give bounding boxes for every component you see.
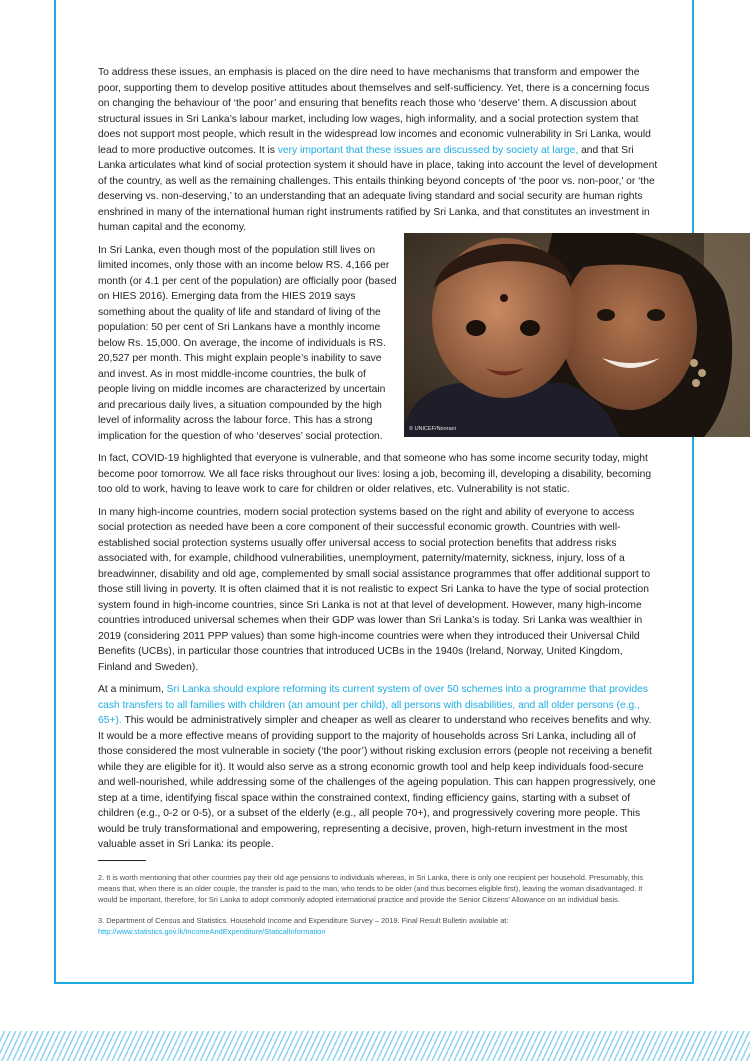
footnote-3 (98, 915, 660, 937)
paragraph-3: In fact, COVID-19 highlighted that everyone is vulnerable, and that someone who has some income security today, might become poor tomorrow. We all face risks throughout our lives: losing a job, becoming ill, developing a disability, becoming too old to work, having to leave work to care for children or older relatives, etc. Vulnerability is not static. (98, 453, 652, 495)
paragraph-5-text-a: At a minimum, (98, 684, 167, 695)
paragraph-1-text-b: and that Sri Lanka articulates what kind of social protection system it should have in place, taking into account the level of development of the country, as well as the remaining challenges. This entails thinking beyond concepts of ‘the poor vs. non-poor,’ or ‘the deserving vs. non-deserving,’ to an understanding that an adequate living standard and social security are human rights enshrined in many of the international human right instruments ratified by Sri Lanka, and that constitutes an investment in human capital and the economy. (98, 144, 658, 233)
footnote-2: 2. It is worth mentioning that other countries pay their old age pensions to individuals whereas, in Sri Lanka, there is only one recipient per household. Presumably, this means that, when there is an older couple, the transfer is paid to the man, who tends to be older (and thus becomes eligible first), leaving the woman disadvantaged. It would be important, therefore, for Sri Lanka to adopt commonly adopted international practice and provide the Senior Citizens’ Allowance on an individual basis. (98, 873, 644, 905)
decorative-stripes (0, 1031, 750, 1061)
paragraph-5-text-b: This would be administratively simpler and cheaper as well as clearer to understand who receives benefits and why. It would be a more effective means of providing support to the majority of households across Sri Lanka, including all of those considered the most vulnerable in society (‘the poor’) without risking exclusion errors (people not receiving a benefit while they are eligible for it). It would also serve as a strong economic growth tool and help keep individuals food-secure and well-nourished, while addressing some of the challenges of the ageing population. This can happen progressively, one step at a time, identifying fiscal space within the constrained context, finding efficiency gains, starting with a subset of children (e.g., 0-2 or 0-5), or a subset of the elderly (e.g., all people 70+), and progressively covering more people. This would be truly transformational and empowering, representing a decisive, proven, high-return investment in the most valuable asset in Sri Lanka: its people. (98, 715, 656, 850)
paragraph-1 (98, 65, 658, 236)
paragraph-2: In Sri Lanka, even though most of the population still lives on limited incomes, only those with an income below RS. 4,166 per month (or 4.1 per cent of the population) are officially poor (based on HIES 2016). Emerging data from the HIES 2019 says something about the quality of life and standard of living of the population: 50 per cent of Sri Lankans have a monthly income below Rs. 15,000. On average, the income of individuals is RS. 20,527 per month. This might explain people’s inability to save and invest. As in most middle-income countries, the bulk of people living on middle incomes are characterized by uncertain and precarious daily lives, a situation compounded by the high level of informality across the labour force. This has a strong implication for the question of who ‘deserves’ social protection. (98, 244, 397, 442)
footnote-3-text: 3. Department of Census and Statistics. Household Income and Expenditure Survey – 2019. Final Result Bulletin available at: (98, 915, 509, 925)
paragraph-1-highlight: very important that these issues are discussed by society at large, (277, 144, 579, 156)
body-text (98, 65, 658, 860)
photo-credit: © UNICEF/Noorani (409, 426, 456, 432)
paragraph-5 (98, 682, 658, 853)
paragraph-5-highlight: Sri Lanka should explore reforming its current system of over 50 schemes into a programme that provides cash transfers to all families with children (an amount per child), all persons with disabilities, and all older persons (e.g., 65+). (98, 684, 648, 726)
footnote-divider (98, 860, 146, 861)
paragraph-1-text-a: To address these issues, an emphasis is placed on the dire need to have mechanisms that transform and empower the poor, supporting them to develop positive attitudes about themselves and self-sufficiency. Yet, there is a concerning focus on changing the behaviour of ‘the poor’ and ensuring that benefits reach those who ‘deserve’ them. A discussion about structural issues in Sri Lanka’s labour market, including low wages, high informality, and a social protection system that does not support most people, which result in the widespread low incomes and economic vulnerability in Sri Lanka, would lead to more productive outcomes. It is (98, 67, 651, 156)
footnote-3-link[interactable]: http://www.statistics.gov.lk/IncomeAndExpenditure/StaticalInformation (98, 926, 326, 936)
paragraph-4: In many high-income countries, modern social protection systems based on the right and ability of everyone to access social protection as needed have been a core component of their successful economic growth. Countries with well-established social protection systems usually offer universal access to social protection benefits that address risks associated with, for example, childhood vulnerabilities, unemployment, paternity/maternity, sickness, injury, loss of a breadwinner, disability and old age, complemented by small social assistance programmes that offer additional support to those still living in poverty. It is often claimed that it is not realistic to expect Sri Lanka to have the type of social protection system found in high-income countries, since Sri Lanka is not at that level of development. However, many high-income countries introduced universal schemes when their GDP was lower than Sri Lanka’s is today. Sri Lanka was wealthier in 2019 (considering 2011 PPP values) than some high-income countries were when they introduced their Universal Child Benefits (UCBs), in particular those countries that introduced UCBs in the 1940s (Ireland, Norway, United Kingdom, Finland and Sweden). (98, 506, 651, 673)
footnotes (98, 872, 660, 946)
